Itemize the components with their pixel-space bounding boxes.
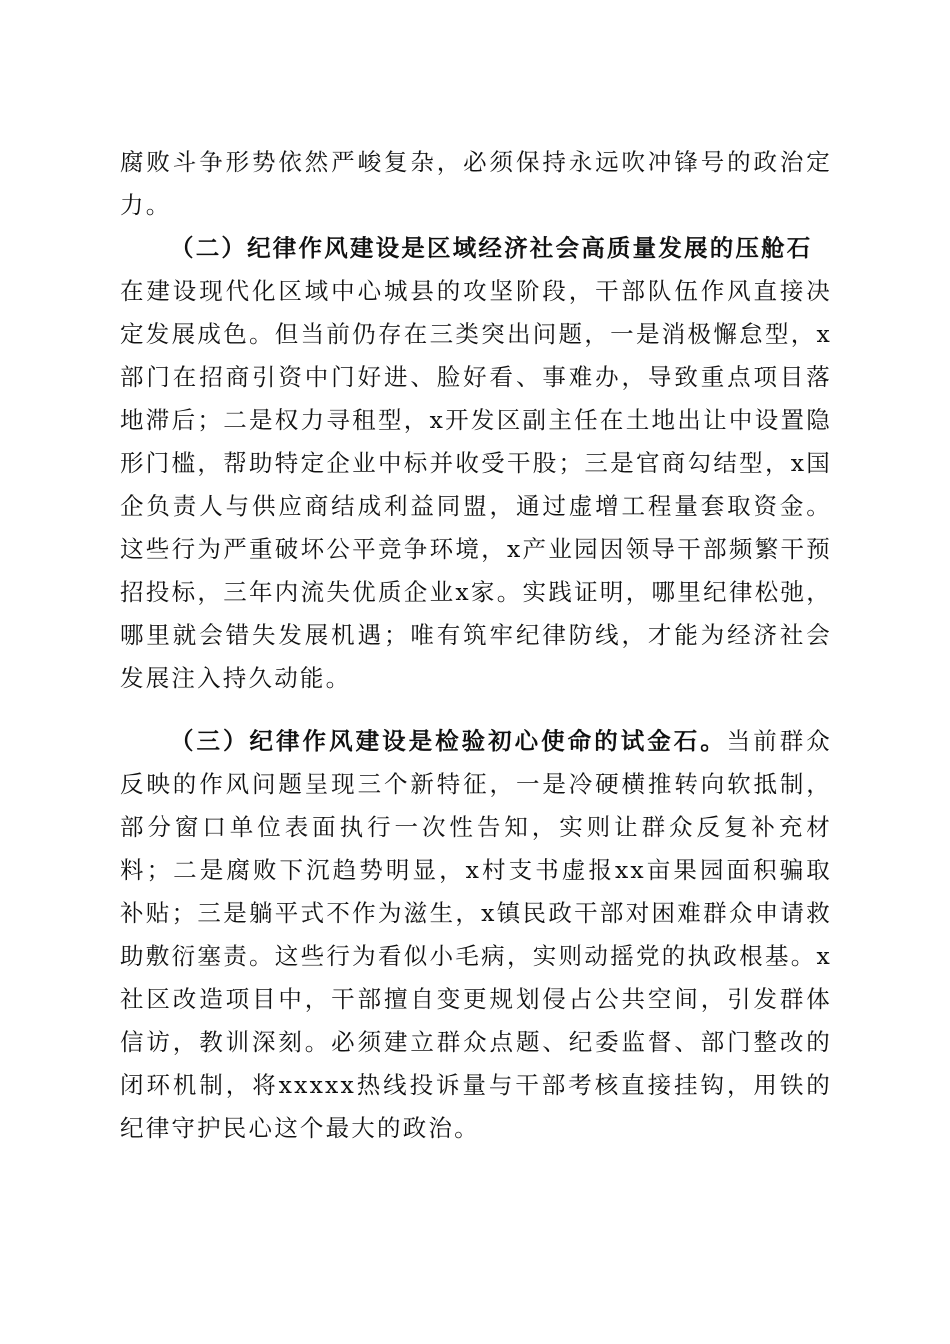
paragraph-text: 当前群众反映的作风问题呈现三个新特征，一是冷硬横推转向软抵制，部分窗口单位表面执行一次性告知，实则让群众反复补充材料；二是腐败下沉趋势明显，x村支书虚报xx亩果园面积骗取补贴；三是躺平式不作为滋生，x镇民政干部对困难群众申请救助敷衍塞责。这些行为看似小毛病，实则动摇党的执政根基。x社区改造项目中，干部擅自变更规划侵占公共空间，引发群体信访，教训深刻。必须建立群众点题、纪委监督、部门整改的闭环机制，将xxxxx热线投诉量与干部考核直接挂钩，用铁的纪律守护民心这个最大的政治。 [120,727,832,1142]
paragraph-text: 腐败斗争形势依然严峻复杂，必须保持永远吹冲锋号的政治定力。 [120,148,832,219]
paragraph-text: 在建设现代化区域中心城县的攻坚阶段，干部队伍作风直接决定发展成色。但当前仍存在三类突出问题，一是消极懈怠型，x部门在招商引资中门好进、脸好看、事难办，导致重点项目落地滞后；二是权力寻租型，x开发区副主任在土地出让中设置隐形门槛，帮助特定企业中标并收受干股；三是官商勾结型，x国企负责人与供应商结成利益同盟，通过虚增工程量套取资金。这些行为严重破坏公平竞争环境，x产业园因领导干部频繁干预招投标，三年内流失优质企业x家。实践证明，哪里纪律松弛，哪里就会错失发展机遇；唯有筑牢纪律防线，才能为经济社会发展注入持久动能。 [120,277,832,692]
paragraph-section-2 [120,227,832,700]
paragraph-section-3 [120,720,832,1150]
paragraph-with-heading [120,720,832,1150]
section-heading-3: （三）纪律作风建设是检验初心使命的试金石。 [170,727,727,755]
paragraph-continuation [120,141,832,227]
section-heading-2: （二）纪律作风建设是区域经济社会高质量发展的压舱石 [170,234,813,262]
